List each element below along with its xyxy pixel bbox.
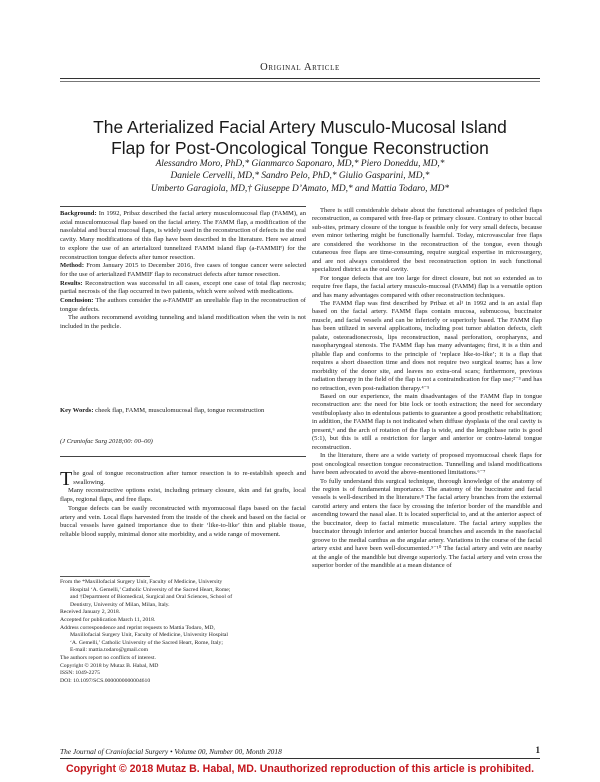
body-paragraph-1: There is still considerable debate about the functional advantages of pedicled flaps reconstruction, as compared with free-flap or primary closure. Contrary to other buccal sub-sites, primary closure of the tongue is feasible only for very small defects, because even minor tethering might be functionally harmful. Today, microvascular free flaps are considered the workhorse in the reconstruction of the tongue, even though cutaneous free flaps are time-consuming, require surgical expertise in microsurgery, and are not always considered the best reconstruction option in such functional specialized district as the oral cavity. (312, 207, 542, 274)
copyright-banner: Copyright © 2018 Mutaz B. Habal, MD. Unauthorized reproduction of this article is prohibited. (65, 763, 535, 775)
authors-line-2: Daniele Cervelli, MD,* Sandro Pelo, PhD,* Giulio Gasparini, MD,* (170, 171, 430, 182)
intro-paragraph-2: Many reconstructive options exist, including primary closure, skin and fat grafts, local flaps, regional flaps, and free flaps. (60, 487, 306, 504)
authors-line-1: Alessandro Moro, PhD,* Gianmarco Saponaro, MD,* Piero Doneddu, MD,* (155, 159, 445, 169)
abstract-bottom-rule (60, 456, 306, 457)
abstract-recommendation: The authors recommend avoiding tunneling and island modification when the vein is not included in the pedicle. (60, 314, 306, 331)
abstract-background: Background: In 1992, Pribaz described the facial artery musculomucosal flap (FAMM), an axial musculomucosal flap based on the facial artery. The FAMM flap, a modification of the nasolabial and buccal mucosal flaps, is widely used in the reconstruction of defects in the oral cavity. Many modifications of this flap have been described in the literature. Here we aimed to explore the use of an arterialized tunnelized FAMM island flap (a-FAMMIF) for the reconstruction tongue defects after tumor resection. (60, 210, 306, 261)
drop-cap: T (60, 468, 73, 490)
affiliation: From the *Maxillofacial Surgery Unit, Faculty of Medicine, University (60, 579, 223, 585)
body-paragraph-2: For tongue defects that are too large for direct closure, but not so extended as to require free flaps, the facial artery musculo-mucosal (FAMM) flap is a versatile option and has many advantages compared with other reconstruction techniques. (312, 274, 542, 299)
copyright-note: Copyright © 2018 by Mutaz B. Habal, MD (60, 662, 159, 669)
introduction (60, 470, 306, 540)
page-number: 1 (535, 745, 540, 755)
body-paragraph-6: To fully understand this surgical technique, thorough knowledge of the anatomy of the region is of fundamental importance. The anatomy of the buccinator and facial vessels is well-described in the literature.⁸ The facial artery branches from the external carotid artery and enters the face by crossing the inferior border of the mandible and ascending toward the nasal alae. It is located superficial to, and at the anterior aspect of the buccinator, deep to facial mimetic musculature. The facial artery supplies the buccinator through inferior and anterior buccal branches and ascends in the nasofacial groove to the medial canthus as the angular artery. Variations in the course of the facial artery exist and have been well-documented.⁹⁻¹⁰ The facial artery and vein are nearby at the angle of the mandible but diverge superiorly. The facial artery and vein cross the superior border of the mandible at a mean distance of (312, 477, 542, 570)
intro-paragraph-3: Tongue defects can be easily reconstructed with myomucosal flaps based on the facial artery and vein. Local flaps harvested from the inside of the cheek and based on the facial or buccal vessels have gained importance due to their ‘like-to-like’ thin and pliable tissue, reliable blood supply, minimal donor site morbidity, and a wide range of movement. (60, 504, 306, 538)
accepted-date: Accepted for publication March 11, 2018. (60, 616, 156, 623)
authors-line-3: Umberto Garagiola, MD,† Giuseppe D’Amato, MD,* and Mattia Todaro, MD* (150, 183, 450, 194)
footnote-rule (60, 576, 150, 577)
abstract (60, 210, 306, 332)
correspondence: Address correspondence and reprint requests to Mattia Todaro, MD, (60, 624, 215, 631)
body-text-right-column (312, 207, 542, 570)
body-paragraph-3: The FAMM flap was first described by Pribaz et al¹ in 1992 and is an axial flap based on the facial artery. FAMM flaps contain mucosa, submucosa, buccinator muscle, and facial vessels and can be inferiorly or superiorly based. The FAMM flap has been utilized in several applications, including post tumor ablation defects, cleft palate, osteoradionecrosis, lips reconstruction, nasal perforation, oropharynx, and nasopharyngeal stenosis. The FAMM flap has many advantages; first, it is a thin and pliable flap and conforms to the principle of ‘replace like-to-like’; it is a flap that requires a short dissection time and does not require two surgical teams; has a low morbidity of the donor site, and leaves no extra-oral scars; furthermore, previous radiation therapy in the field of the flap is not a contraindication for flap use;²⁻³ and has no retraction, even post-radiation therapy.⁴⁻⁵ (312, 299, 542, 392)
header-rule-thin (60, 81, 540, 82)
issn: ISSN: 1049-2275 (60, 670, 100, 677)
conflicts: The authors report no conflicts of interest. (60, 654, 156, 661)
header-rule (60, 78, 540, 79)
footnotes: From the *Maxillofacial Surgery Unit, Faculty of Medicine, University Hospital ‘A. Gemelli,’ Catholic University of the Sacred Heart, Rome; and †Department of Biomedical, Surgical and Oral Sciences, School of Dentistry, University of Milan, Milan, Italy. Received January 2, 2018. Accepted for publication March 11, 2018. Address correspondence and reprint requests to Mattia Todaro, MD, Maxillofacial Surgery Unit, Faculty of Medicine, University Hospital ‘A. Gemelli,’ Catholic University of the Sacred Heart, Rome, Italy; E-mail: mattia.todaro@gmail.com The authors report no conflicts of interest. Copyright © 2018 by Mutaz B. Habal, MD ISSN: 1049-2275 DOI: 10.1097/SCS.0000000000004610 (60, 579, 306, 685)
title-line-2: Flap for Post-Oncological Tongue Reconstruction (111, 137, 489, 158)
doi: DOI: 10.1097/SCS.0000000000004610 (60, 677, 151, 684)
author-list (60, 158, 540, 195)
abstract-results: Results: Reconstruction was successful in all cases, except one case of total flap necrosis; partial necrosis of the flap occurred in two patients, which were solved with medications. (60, 279, 306, 296)
abstract-top-rule (60, 206, 306, 207)
keywords: Key Words: cheek flap, FAMM, musculomucosal flap, tongue reconstruction (60, 407, 265, 414)
abstract-conclusion: Conclusion: The authors consider the a-FAMMIF an unreliable flap in the reconstruction of tongue defects. (60, 297, 306, 313)
article-title (40, 117, 560, 158)
received-date: Received January 2, 2018. (60, 609, 121, 616)
body-paragraph-5: In the literature, there are a wide variety of proposed myomucosal cheek flaps for post oncological resection tongue reconstruction. Tunnelling and island modifications have been advocated to avoid the above-mentioned limitations.⁶⁻⁷ (312, 452, 542, 477)
title-line-1: The Arterialized Facial Artery Musculo-Mucosal Island (93, 117, 507, 137)
journal-footer: The Journal of Craniofacial Surgery • Volume 00, Number 00, Month 2018 (60, 747, 282, 756)
intro-paragraph-1: The goal of tongue reconstruction after tumor resection is to re-establish speech and swallowing. (60, 468, 306, 490)
body-paragraph-4: Based on our experience, the main disadvantages of the FAMM flap in tongue reconstruction are: the need for bite lock or tooth extraction; the need for secondary vestibuloplasty also in edentulous patients to guarantee a good prosthetic rehabilitation; in addition, the FAMM flap is not indicated when diffuse dysplasia of the oral cavity is present,⁶ and the arch of rotation of the flap is wide, and the length:base ratio is good (5:1), but this is still a restriction for larger and anterior or contro-lateral tongue reconstruction. (312, 392, 542, 451)
abstract-method: Method: From January 2015 to December 2016, five cases of tongue cancer were selected for the use of arterialized FAMMIF flap to reconstruct defects after tumor resection. (60, 262, 306, 278)
footer-rule (60, 758, 540, 759)
email-link[interactable]: E-mail: mattia.todaro@gmail.com (70, 647, 149, 654)
citation: (J Craniofac Surg 2018;00: 00–00) (60, 438, 153, 445)
section-label: Original Article (260, 62, 340, 73)
